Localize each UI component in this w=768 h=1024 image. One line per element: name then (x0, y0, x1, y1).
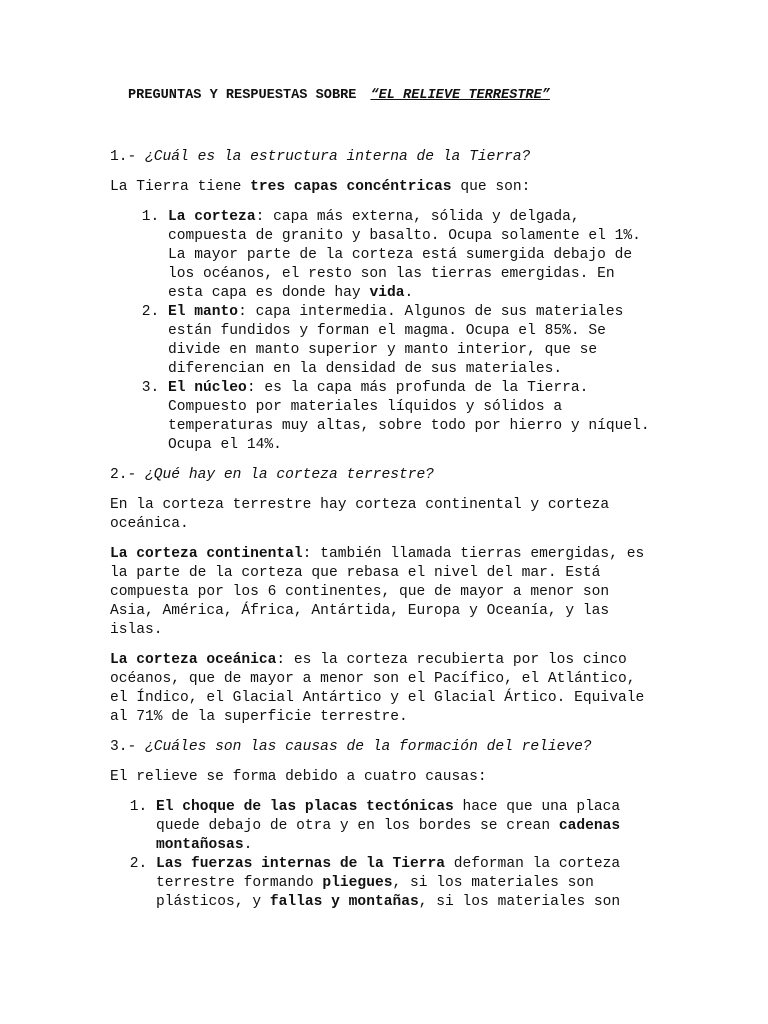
item-text: , si los materiales son plásticos, y (156, 875, 594, 910)
list-item-corteza (168, 208, 650, 303)
item-label: La corteza (168, 209, 256, 225)
item-bold: pliegues (322, 875, 393, 891)
item-text-end: . (243, 837, 253, 853)
item-text-end: , si los materiales son (418, 894, 621, 910)
list-item-nucleo (168, 379, 650, 455)
item-label: El manto (168, 304, 239, 320)
question-text: ¿Cuáles son las causas de la formación del relieve? (145, 739, 592, 755)
paragraph-text: : también llamada tierras emergidas, es la parte de la corteza que rebasa el nivel del mar. Está compuesta por los 6 continentes, que de mayor a menor son Asia, América, África, Antártida, Europa y Oceanía, y las islas. (110, 546, 645, 638)
question-text: ¿Cuál es la estructura interna de la Tierra? (145, 149, 531, 165)
causes-list (110, 798, 650, 912)
answer-3-intro: El relieve se forma debido a cuatro causas: (110, 769, 487, 785)
list-item-manto (168, 303, 650, 379)
question-1 (110, 148, 650, 167)
paragraph-text: : es la corteza recubierta por los cinco océanos, que de mayor a menor son el Pacífico, el Atlántico, el Índico, el Glacial Antártico y el Glacial Ártico. Equivale al 71% de la superficie terrestre. (110, 652, 645, 725)
item-label: Las fuerzas internas de la Tierra (156, 856, 446, 872)
question-3 (110, 738, 650, 757)
intro-text: La Tierra tiene (110, 179, 251, 195)
item-text-end: . (404, 285, 414, 301)
item-text: : es la capa más profunda de la Tierra. Compuesto por materiales líquidos y sólidos a temperaturas muy altas, sobre todo por hierro y níquel. Ocupa el 14%. (168, 380, 650, 453)
question-number: 1.- (110, 149, 146, 165)
intro-bold: tres capas concéntricas (250, 179, 452, 195)
item-text: : capa más externa, sólida y delgada, compuesta de granito y basalto. Ocupa solamente el 1%. La mayor parte de la corteza está sumergida debajo de los océanos, el resto son las tierras emergidas. En esta capa es donde hay (168, 209, 641, 301)
list-item-placas (156, 798, 650, 855)
intro-text-end: que son: (451, 179, 531, 195)
answer-1-intro (110, 178, 650, 197)
question-number: 3.- (110, 739, 146, 755)
item-bold: vida (369, 285, 405, 301)
paragraph-label: La corteza continental (110, 546, 303, 562)
item-label: El choque de las placas tectónicas (156, 799, 454, 815)
document-body (110, 148, 650, 923)
item-label: El núcleo (168, 380, 247, 396)
item-bold: cadenas montañosas (156, 818, 621, 853)
question-text: ¿Qué hay en la corteza terrestre? (145, 467, 435, 483)
title-prefix: PREGUNTAS Y RESPUESTAS SOBRE (128, 88, 357, 103)
paragraph-label: La corteza oceánica (110, 652, 277, 668)
answer-2-paragraph-2 (110, 545, 650, 640)
item-text: hace que una placa quede debajo de otra y en los bordes se crean (156, 799, 621, 834)
answer-2-paragraph-1: En la corteza terrestre hay corteza continental y corteza oceánica. (110, 497, 610, 532)
page-title (128, 86, 550, 105)
title-document-name: “EL RELIEVE TERRESTRE” (370, 88, 550, 103)
list-item-fuerzas (156, 855, 650, 912)
answer-2-paragraph-3 (110, 651, 650, 727)
question-2 (110, 466, 650, 485)
layers-list (110, 208, 650, 455)
item-text: : capa intermedia. Algunos de sus materiales están fundidos y forman el magma. Ocupa el 85%. Se divide en manto superior y manto interior, que se diferencian en la densidad de sus materiales. (168, 304, 624, 377)
item-text: deforman la corteza terrestre formando (156, 856, 621, 891)
question-number: 2.- (110, 467, 146, 483)
item-bold: fallas y montañas (269, 894, 419, 910)
